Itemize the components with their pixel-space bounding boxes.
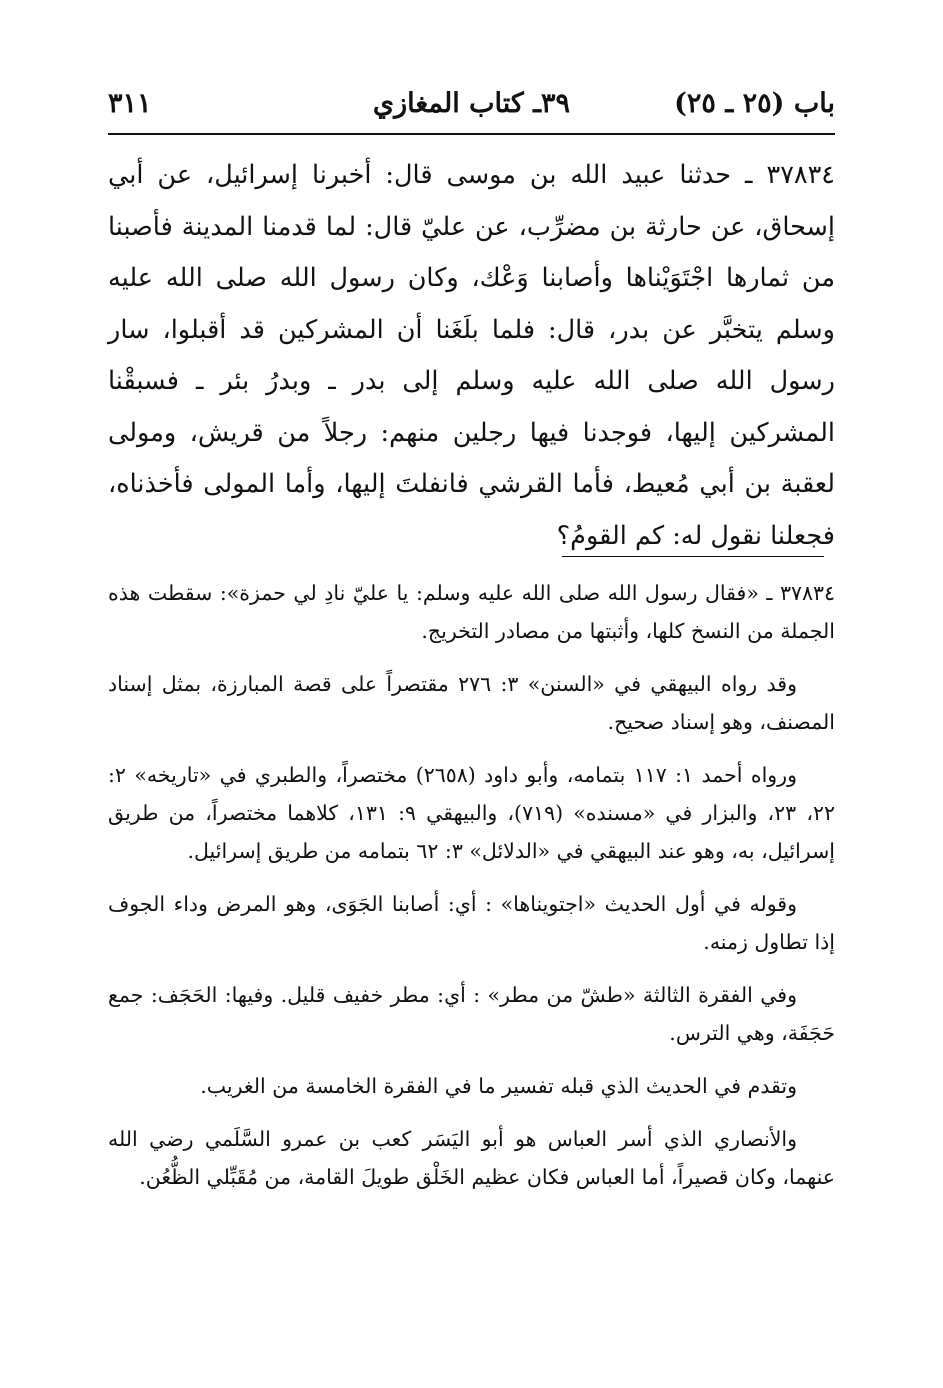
chapter-heading: باب (٢٥ ـ ٢٥) xyxy=(674,88,835,119)
footnote-paragraph: وفي الفقرة الثالثة «طشّ من مطر» : أي: مطر خفيف قليل. وفيها: الحَجَف: جمع حَجَفَة، وهي الترس. xyxy=(108,983,835,1045)
footnote-paragraph: وقد رواه البيهقي في «السنن» ٣: ٢٧٦ مقتصراً على قصة المبارزة، بمثل إسناد المصنف، وهو إسناد صحيح. xyxy=(108,672,835,734)
running-header xyxy=(108,84,835,130)
book-title: ٣٩ـ كتاب المغازي xyxy=(372,88,571,119)
footnote-paragraph: ٣٧٨٣٤ ـ «فقال رسول الله صلى الله عليه وسلم: يا عليّ نادِ لي حمزة»: سقطت هذه الجملة من النسخ كلها، وأثبتها من مصادر التخريج. xyxy=(108,581,835,643)
hadith-text xyxy=(108,150,835,562)
page-number: ٣١١ xyxy=(108,88,152,119)
footnotes xyxy=(108,574,835,1211)
footnote-paragraph: والأنصاري الذي أسر العباس هو أبو اليَسَر كعب بن عمرو السَّلَمي رضي الله عنهما، وكان قصيراً، أما العباس فكان عظيم الخَلْق طويلَ القامة، من مُقَبِّلي الظُّعُن. xyxy=(108,1127,835,1189)
footnote-paragraph: وقوله في أول الحديث «اجتويناها» : أي: أصابنا الجَوَى، وهو المرض وداء الجوف إذا تطاول زمنه. xyxy=(108,892,835,954)
header-divider xyxy=(108,133,835,135)
footnote-paragraph: ورواه أحمد ١: ١١٧ بتمامه، وأبو داود (٢٦٥٨) مختصراً، والطبري في «تاريخه» ٢: ٢٢، ٢٣، والبزار في «مسنده» (٧١٩)، والبيهقي ٩: ١٣١، كلاهما مختصراً، من طريق إسرائيل، به، وهو عند البيهقي في «الدلائل» ٣: ٦٢ بتمامه من طريق إسرائيل. xyxy=(108,763,835,863)
hadith-paragraph: ٣٧٨٣٤ ـ حدثنا عبيد الله بن موسى قال: أخبرنا إسرائيل، عن أبي إسحاق، عن حارثة بن مضرِّب، عن عليّ قال: لما قدمنا المدينة فأصبنا من ثمارها اجْتَوَيْناها وأصابنا وَعْك، وكان رسول الله صلى الله عليه وسلم يتخبَّر عن بدر، قال: فلما بلَغَنا أن المشركين قد أقبلوا، سار رسول الله صلى الله عليه وسلم إلى بدر ـ وبدرُ بئر ـ فسبقْنا المشركين إليها، فوجدنا فيها رجلين منهم: رجلاً من قريش، ومولى لعقبة بن أبي مُعيط، فأما القرشي فانفلتَ إليها، وأما المولى فأخذناه، فجعلنا نقول له: كم القومُ؟ xyxy=(108,160,835,551)
footnote-divider xyxy=(562,556,824,557)
footnote-paragraph: وتقدم في الحديث الذي قبله تفسير ما في الفقرة الخامسة من الغريب. xyxy=(200,1074,797,1098)
